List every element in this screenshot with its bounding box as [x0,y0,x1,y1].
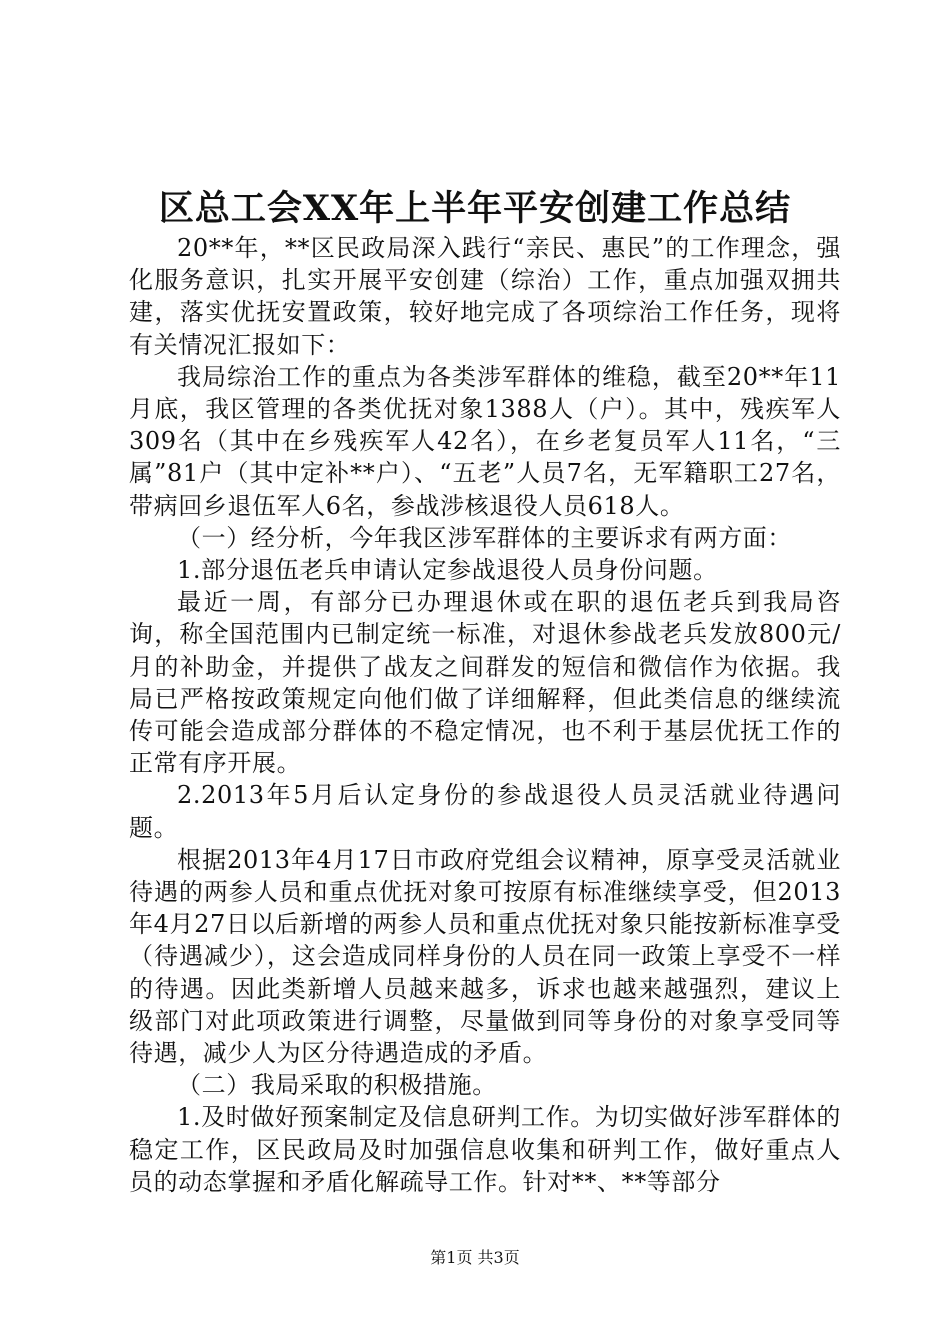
section-heading-2: （二）我局采取的积极措施。 [177,1071,497,1100]
paragraph-intro: 20**年，**区民政局深入践行“亲民、惠民”的工作理念，强化服务意识，扎实开展平安创建（综治）工作，重点加强双拥共建，落实优抚安置政策，较好地完成了各项综治工作任务，现将有关情况汇报如下： [129,234,841,359]
section-heading-1: （一）经分析，今年我区涉军群体的主要诉求有两方面： [177,523,792,552]
document-body [129,232,841,1198]
paragraph-measures: 1.及时做好预案制定及信息研判工作。为切实做好涉军群体的稳定工作，区民政局及时加强信息收集和研判工作，做好重点人员的动态掌握和矛盾化解疏导工作。针对**、**等部分 [129,1103,841,1196]
paragraph-overview: 我局综治工作的重点为各类涉军群体的维稳，截至20**年11月底，我区管理的各类优抚对象1388人（户）。其中，残疾军人309名（其中在乡残疾军人42名），在乡老复员军人11名，“三属”81户（其中定补**户）、“五老”人员7名，无军籍职工27名，带病回乡退伍军人6名，参战涉核退役人员618人。 [129,362,841,520]
paragraph-consultation: 最近一周，有部分已办理退休或在职的退伍老兵到我局咨询，称全国范围内已制定统一标准，对退休参战老兵发放800元/月的补助金，并提供了战友之间群发的短信和微信作为依据。我局已严格按政策规定向他们做了详细解释，但此类信息的继续流传可能会造成部分群体的不稳定情况，也不利于基层优抚工作的正常有序开展。 [129,588,841,778]
subheading-1-2: 2.2013年5月后认定身份的参战退役人员灵活就业待遇问题。 [129,781,841,842]
paragraph-policy: 根据2013年4月17日市政府党组会议精神，原享受灵活就业待遇的两参人员和重点优抚对象可按原有标准继续享受，但2013年4月27日以后新增的两参人员和重点优抚对象只能按新标准享受（待遇减少），这会造成同样身份的人员在同一政策上享受不一样的待遇。因此类新增人员越来越多，诉求也越来越强烈，建议上级部门对此项政策进行调整，尽量做到同等身份的对象享受同等待遇，减少人为区分待遇造成的矛盾。 [129,845,841,1068]
page-footer: 第1页 共3页 [430,1248,520,1267]
subheading-1-1: 1.部分退伍老兵申请认定参战退役人员身份问题。 [177,556,718,585]
document-title: 区总工会XX年上半年平安创建工作总结 [158,188,792,229]
